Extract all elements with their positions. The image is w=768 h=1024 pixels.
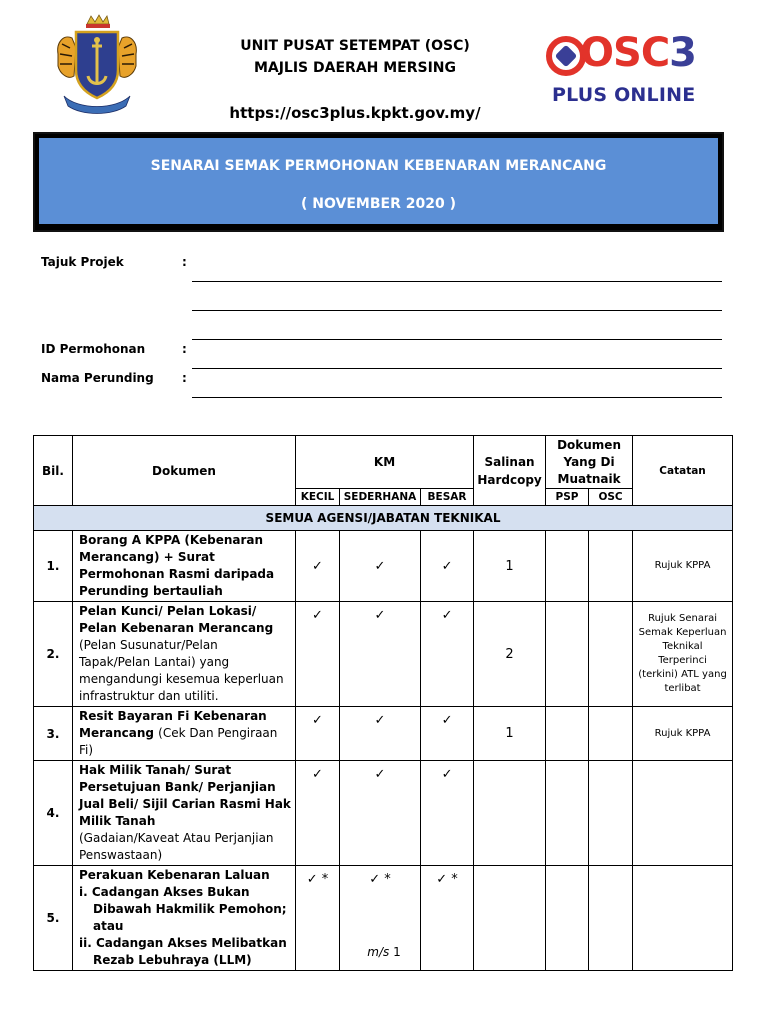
page-number: 1	[393, 945, 401, 959]
logo-digit: 3	[669, 30, 697, 76]
hardcopy-count	[474, 761, 546, 866]
project-title-line-2[interactable]	[192, 310, 722, 311]
hardcopy-count: 1	[474, 531, 546, 602]
row-number: 4.	[34, 761, 73, 866]
document-title: SENARAI SEMAK PERMOHONAN KEBENARAN MERANCANG	[150, 158, 607, 174]
note: Rujuk KPPA	[633, 707, 733, 761]
header-besar: BESAR	[421, 489, 474, 506]
colon: :	[182, 255, 187, 269]
psp-cell[interactable]	[546, 761, 589, 866]
consultant-name-line[interactable]	[192, 397, 722, 398]
checklist-table	[33, 435, 733, 971]
page-prefix: m/s	[367, 945, 390, 959]
header-bil: Bil.	[34, 436, 73, 506]
table-row	[34, 531, 733, 602]
header-dokumen-muatnaik: Dokumen Yang Di Muatnaik	[546, 436, 633, 489]
colon: :	[182, 342, 187, 356]
section-heading: SEMUA AGENSI/JABATAN TEKNIKAL	[34, 506, 733, 531]
header-salinan: Salinan Hardcopy	[474, 436, 546, 506]
tick-sederhana: ✓	[340, 531, 421, 602]
application-id-label: ID Permohonan	[41, 342, 146, 356]
row-number: 5.	[34, 866, 73, 971]
title-banner	[33, 132, 724, 232]
note	[633, 761, 733, 866]
house-icon	[555, 45, 578, 68]
document-date: ( NOVEMBER 2020 )	[301, 196, 456, 212]
header-psp: PSP	[546, 489, 589, 506]
table-row	[34, 707, 733, 761]
osc-cell[interactable]	[589, 531, 633, 602]
consultant-name-label: Nama Perunding	[41, 371, 154, 385]
tick-besar: ✓ *	[421, 866, 474, 971]
tick-besar: ✓	[421, 531, 474, 602]
colon: :	[182, 371, 187, 385]
council-name: MAJLIS DAERAH MERSING	[253, 60, 457, 76]
tick-besar: ✓	[421, 761, 474, 866]
note: Rujuk KPPA	[633, 531, 733, 602]
sub-item: i. Cadangan Akses Bukan Dibawah Hakmilik Pemohon; atau	[79, 885, 287, 933]
project-title-line-3[interactable]	[192, 339, 722, 340]
tick-kecil: ✓	[296, 602, 340, 707]
tick-sederhana: ✓	[340, 602, 421, 707]
tick-sederhana: ✓	[340, 761, 421, 866]
row-number: 3.	[34, 707, 73, 761]
tick-besar: ✓	[421, 707, 474, 761]
council-crest-logo	[54, 14, 140, 116]
document-name: Hak Milik Tanah/ Surat Persetujuan Bank/ Perjanjian Jual Beli/ Sijil Carian Rasmi Hak Milik Tanah (Gadaian/Kaveat Atau Perjanjian Penswastaan)	[73, 761, 296, 866]
header-km: KM	[296, 436, 474, 489]
header-sederhana: SEDERHANA	[340, 489, 421, 506]
osc-cell[interactable]	[589, 761, 633, 866]
header-catatan: Catatan	[633, 436, 733, 506]
document-name: Pelan Kunci/ Pelan Lokasi/ Pelan Kebenaran Merancang (Pelan Susunatur/Pelan Tapak/Pelan Lantai) yang mengandungi kesemua keperluan infrastruktur dan utiliti.	[73, 602, 296, 707]
sub-item: ii. Cadangan Akses Melibatkan Rezab Lebuhraya (LLM)	[79, 936, 287, 967]
tick-sederhana: ✓ *	[340, 866, 421, 971]
psp-cell[interactable]	[546, 531, 589, 602]
unit-name: UNIT PUSAT SETEMPAT (OSC)	[240, 38, 470, 54]
header-osc: OSC	[589, 489, 633, 506]
osc3-plus-logo	[544, 32, 704, 112]
header-dokumen: Dokumen	[73, 436, 296, 506]
table-row	[34, 761, 733, 866]
note: Rujuk Senarai Semak Keperluan Teknikal Terperinci (terkini) ATL yang terlibat	[633, 602, 733, 707]
logo-main: OSC	[580, 30, 670, 76]
tick-kecil: ✓ *	[296, 866, 340, 971]
project-title-label: Tajuk Projek	[41, 255, 124, 269]
psp-cell[interactable]	[546, 707, 589, 761]
osc-cell[interactable]	[589, 707, 633, 761]
row-number: 1.	[34, 531, 73, 602]
row-number: 2.	[34, 602, 73, 707]
application-id-line[interactable]	[192, 368, 722, 369]
table-row	[34, 602, 733, 707]
project-title-line-1[interactable]	[192, 281, 722, 282]
tick-sederhana: ✓	[340, 707, 421, 761]
page-footer	[0, 945, 768, 959]
document-name: Borang A KPPA (Kebenaran Merancang) + Surat Permohonan Rasmi daripada Perunding bertauliah	[73, 531, 296, 602]
logo-subtitle: PLUS ONLINE	[552, 84, 696, 106]
psp-cell[interactable]	[546, 602, 589, 707]
hardcopy-count: 2	[474, 602, 546, 707]
hardcopy-count: 1	[474, 707, 546, 761]
tick-kecil: ✓	[296, 707, 340, 761]
tick-kecil: ✓	[296, 761, 340, 866]
website-url[interactable]: https://osc3plus.kpkt.gov.my/	[229, 104, 481, 122]
header-kecil: KECIL	[296, 489, 340, 506]
tick-besar: ✓	[421, 602, 474, 707]
document-name: Perakuan Kebenaran Laluan i. Cadangan Akses Bukan Dibawah Hakmilik Pemohon; atau ii. Cadangan Akses Melibatkan Rezab Lebuhraya (LLM)	[73, 866, 296, 971]
document-name: Resit Bayaran Fi Kebenaran Merancang (Cek Dan Pengiraan Fi)	[73, 707, 296, 761]
osc-cell[interactable]	[589, 602, 633, 707]
tick-kecil: ✓	[296, 531, 340, 602]
